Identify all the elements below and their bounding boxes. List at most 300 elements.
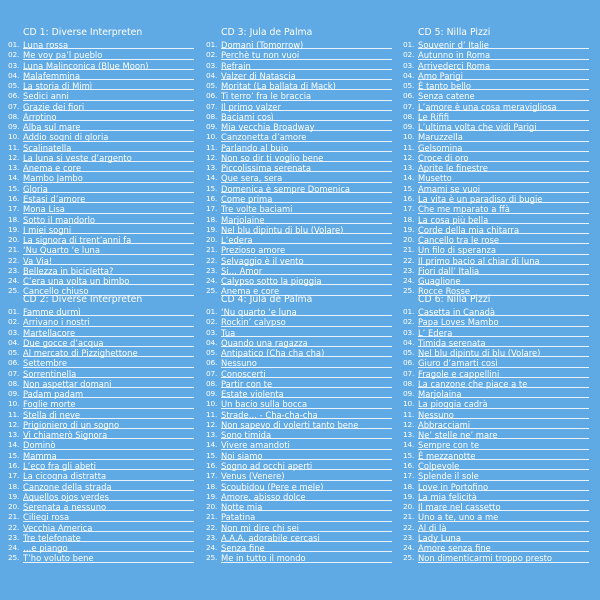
track-number: 06. <box>206 91 218 101</box>
track-number: 16. <box>8 193 20 203</box>
track-number: 01. <box>8 306 20 316</box>
track-title <box>418 512 593 522</box>
track-title-text: Ti terro’ fra le braccia <box>221 91 312 102</box>
track-number: 22. <box>403 255 415 265</box>
track-row <box>8 215 198 225</box>
track-number: 18. <box>403 481 415 491</box>
track-title-text: Che me mparato a ffà <box>418 204 510 215</box>
track-row <box>8 225 198 235</box>
track-row <box>206 389 396 399</box>
track-row <box>206 420 396 430</box>
track-row <box>403 461 593 471</box>
track-row <box>8 50 198 60</box>
track-title <box>418 328 593 338</box>
track-title <box>221 225 396 235</box>
track-number: 12. <box>403 419 415 429</box>
track-title-text: Corde della mia chitarra <box>418 224 520 235</box>
track-title-text: Croce di oro <box>418 152 469 163</box>
track-title <box>23 553 198 563</box>
track-title-text: Splende il sole <box>418 471 479 482</box>
track-row <box>8 173 198 183</box>
track-number: 06. <box>206 358 218 368</box>
track-title <box>418 122 593 132</box>
track-title <box>221 523 396 533</box>
track-title <box>221 153 396 163</box>
track-row <box>8 389 198 399</box>
track-title-text: Patatina <box>221 512 256 523</box>
track-title <box>23 307 198 317</box>
track-title <box>418 317 593 327</box>
track-row <box>8 153 198 163</box>
track-title <box>418 410 593 420</box>
track-row <box>206 399 396 409</box>
track-title-text: Foglie morte <box>23 399 76 410</box>
track-title-text: Non dimenticarmi troppo presto <box>418 553 552 564</box>
track-title <box>23 122 198 132</box>
track-title-text: Al di là <box>418 522 447 533</box>
cd-block <box>403 294 593 564</box>
track-row <box>403 276 593 286</box>
track-number: 13. <box>8 430 20 440</box>
track-row <box>8 256 198 266</box>
track-title <box>23 184 198 194</box>
track-number: 10. <box>206 132 218 142</box>
track-title-text: Le Rififi <box>418 111 450 122</box>
track-title-text: Nessuno <box>221 358 257 369</box>
track-number: 05. <box>206 81 218 91</box>
track-number: 10. <box>403 399 415 409</box>
track-title-text: Non mi dire chi sei <box>221 522 299 533</box>
track-title <box>221 276 396 286</box>
track-number: 01. <box>403 39 415 49</box>
track-number: 17. <box>206 471 218 481</box>
track-title-text: Amami se vuoi <box>418 183 481 194</box>
track-row <box>206 523 396 533</box>
track-title-text: Si… Amor <box>221 265 263 276</box>
track-row <box>8 245 198 255</box>
track-title-text: Anema e core <box>221 286 280 297</box>
track-number: 08. <box>206 111 218 121</box>
track-number: 11. <box>206 409 218 419</box>
track-title <box>23 50 198 60</box>
track-title-text: Sedici anni <box>23 91 69 102</box>
track-number: 22. <box>206 522 218 532</box>
track-title-text: Nel blu dipintu di blu (Volare) <box>221 224 344 235</box>
track-title-text: Vivere amandoti <box>221 440 290 451</box>
track-title <box>23 543 198 553</box>
track-title <box>23 502 198 512</box>
track-title <box>221 369 396 379</box>
track-title <box>418 543 593 553</box>
track-number: 09. <box>403 122 415 132</box>
track-title-text: L’ Edera <box>418 327 453 338</box>
track-row <box>8 71 198 81</box>
track-number: 25. <box>8 553 20 563</box>
track-row <box>8 317 198 327</box>
track-title <box>221 61 396 71</box>
track-number: 24. <box>403 276 415 286</box>
track-title <box>221 40 396 50</box>
track-row <box>403 399 593 409</box>
track-row <box>206 163 396 173</box>
track-number: 17. <box>206 204 218 214</box>
track-row <box>403 482 593 492</box>
track-title <box>23 163 198 173</box>
track-title-text: Addio sogni di gloria <box>23 132 109 143</box>
track-row <box>403 235 593 245</box>
track-title-text: Colpevole <box>418 460 460 471</box>
track-title-text: Love in Portofino <box>418 481 489 492</box>
track-row <box>403 143 593 153</box>
track-title <box>418 235 593 245</box>
track-number: 01. <box>206 39 218 49</box>
track-title-text: Marjolaine <box>221 214 265 225</box>
track-row <box>8 132 198 142</box>
track-row <box>8 112 198 122</box>
track-number: 19. <box>8 224 20 234</box>
track-number: 21. <box>403 245 415 255</box>
track-row <box>206 512 396 522</box>
track-row <box>206 307 396 317</box>
track-title-text: Va Via! <box>23 255 53 266</box>
track-number: 15. <box>403 183 415 193</box>
track-number: 21. <box>8 245 20 255</box>
track-title <box>418 143 593 153</box>
track-title-text: Rockin’ calypso <box>221 317 286 328</box>
track-title <box>418 194 593 204</box>
track-title <box>418 81 593 91</box>
track-number: 25. <box>403 553 415 563</box>
track-number: 03. <box>403 60 415 70</box>
track-title-text: Amo Parigi <box>418 70 463 81</box>
track-row <box>8 358 198 368</box>
track-title-text: Perchè tu non vuoi <box>221 50 300 61</box>
track-row <box>206 338 396 348</box>
track-row <box>8 235 198 245</box>
track-title <box>221 533 396 543</box>
track-row <box>206 533 396 543</box>
track-number: 18. <box>206 214 218 224</box>
track-title-text: Canzonetta d’amore <box>221 132 307 143</box>
track-title-text: Notte mia <box>221 502 263 513</box>
track-title-text: Musetto <box>418 173 452 184</box>
track-title-text: Ciliegi rosa <box>23 512 70 523</box>
track-number: 25. <box>206 286 218 296</box>
track-row <box>8 451 198 461</box>
track-number: 09. <box>206 389 218 399</box>
track-title-text: Non aspettar domani <box>23 378 112 389</box>
track-number: 05. <box>403 81 415 91</box>
track-title <box>23 369 198 379</box>
track-title-text: Timida serenata <box>418 337 486 348</box>
track-number: 03. <box>206 60 218 70</box>
track-title <box>221 204 396 214</box>
track-row <box>206 276 396 286</box>
track-title <box>23 215 198 225</box>
track-title <box>23 276 198 286</box>
track-number: 09. <box>403 389 415 399</box>
track-row <box>206 225 396 235</box>
track-number: 08. <box>403 378 415 388</box>
track-row <box>206 235 396 245</box>
track-title-text: Famme durmì <box>23 306 81 317</box>
track-row <box>403 61 593 71</box>
track-number: 05. <box>8 81 20 91</box>
track-title <box>418 440 593 450</box>
track-title <box>418 102 593 112</box>
track-title-text: Fragole e cappellini <box>418 368 500 379</box>
track-title <box>418 61 593 71</box>
track-number: 19. <box>403 224 415 234</box>
track-row <box>8 328 198 338</box>
track-number: 13. <box>403 163 415 173</box>
track-title-text: Nessuno <box>418 409 454 420</box>
track-row <box>403 338 593 348</box>
track-title-text: Parlando al buio <box>221 142 289 153</box>
track-title-text: Canzone della strada <box>23 481 112 492</box>
track-title <box>23 143 198 153</box>
track-title <box>23 440 198 450</box>
track-title <box>418 307 593 317</box>
track-number: 16. <box>206 460 218 470</box>
track-row <box>8 338 198 348</box>
track-row <box>403 256 593 266</box>
track-title-text: Settembre <box>23 358 68 369</box>
track-title <box>418 348 593 358</box>
track-title <box>23 482 198 492</box>
track-title <box>23 102 198 112</box>
track-number: 10. <box>8 399 20 409</box>
track-title-text: Scalinatella <box>23 142 72 153</box>
track-row <box>206 266 396 276</box>
track-title <box>221 389 396 399</box>
track-title <box>221 348 396 358</box>
track-number: 24. <box>8 276 20 286</box>
track-row <box>8 482 198 492</box>
track-title <box>221 194 396 204</box>
track-number: 17. <box>403 471 415 481</box>
track-number: 07. <box>206 101 218 111</box>
track-title-text: Non sapevo di volerti tanto bene <box>221 419 359 430</box>
track-row <box>8 512 198 522</box>
track-number: 01. <box>403 306 415 316</box>
track-row <box>8 553 198 563</box>
track-row <box>206 153 396 163</box>
track-number: 11. <box>8 142 20 152</box>
track-title-text: Cancello tra le rose <box>418 235 500 246</box>
track-title <box>418 163 593 173</box>
track-number: 15. <box>8 183 20 193</box>
track-title <box>23 461 198 471</box>
track-row <box>206 553 396 563</box>
track-title-text: Casetta in Canadà <box>418 306 496 317</box>
track-title-text: Vecchia America <box>23 522 93 533</box>
track-row <box>403 369 593 379</box>
track-row <box>403 225 593 235</box>
track-title <box>221 71 396 81</box>
track-row <box>403 266 593 276</box>
track-title-text: Aprite le finestre <box>418 163 488 174</box>
track-title <box>418 184 593 194</box>
track-title-text: Alba sul mare <box>23 122 81 133</box>
track-number: 14. <box>206 440 218 450</box>
track-list <box>8 40 198 297</box>
track-number: 18. <box>8 214 20 224</box>
track-title-text: Refrain <box>221 60 251 71</box>
track-row <box>206 317 396 327</box>
track-number: 15. <box>206 450 218 460</box>
track-row <box>403 71 593 81</box>
track-number: 07. <box>206 368 218 378</box>
track-title-text: Vi chiamerò Signora <box>23 430 108 441</box>
track-title <box>221 338 396 348</box>
track-row <box>403 317 593 327</box>
track-list <box>206 307 396 564</box>
track-row <box>403 40 593 50</box>
track-title-text: Un bacio sulla bocca <box>221 399 308 410</box>
track-title <box>23 420 198 430</box>
track-title <box>221 440 396 450</box>
track-number: 14. <box>403 173 415 183</box>
track-title <box>418 461 593 471</box>
track-title-text: Sempre con te <box>418 440 480 451</box>
track-title <box>221 543 396 553</box>
track-row <box>403 410 593 420</box>
track-number: 08. <box>206 378 218 388</box>
track-row <box>8 502 198 512</box>
track-title-text: Autunno in Roma <box>418 50 491 61</box>
track-row <box>403 379 593 389</box>
track-title-text: Prigioniero di un sogno <box>23 419 120 430</box>
track-title-text: Maruzzella <box>418 132 463 143</box>
track-row <box>8 184 198 194</box>
track-row <box>206 430 396 440</box>
cd-title: CD 5: Nilla Pizzi <box>418 27 491 38</box>
track-row <box>206 40 396 50</box>
track-row <box>206 71 396 81</box>
track-row <box>403 184 593 194</box>
track-title <box>418 430 593 440</box>
track-row <box>8 369 198 379</box>
track-row <box>403 502 593 512</box>
track-number: 02. <box>403 50 415 60</box>
track-row <box>8 40 198 50</box>
track-title-text: La luna si veste d’argento <box>23 152 132 163</box>
track-row <box>206 379 396 389</box>
track-number: 06. <box>8 358 20 368</box>
track-number: 19. <box>206 224 218 234</box>
track-number: 02. <box>8 317 20 327</box>
track-title-text: A.A.A. adorabile cercasi <box>221 532 320 543</box>
track-number: 15. <box>403 450 415 460</box>
track-title-text: La cicogna distratta <box>23 471 107 482</box>
track-title-text: Martellacore <box>23 327 76 338</box>
track-title-text: Anema e core <box>23 163 82 174</box>
track-title-text: Me in tutto il mondo <box>221 553 306 564</box>
track-title-text: Domenica è sempre Domenica <box>221 183 351 194</box>
track-title-text: Souvenir d’ Italie <box>418 39 489 50</box>
track-title-text: Cancello chiuso <box>23 286 89 297</box>
track-row <box>8 440 198 450</box>
track-row <box>206 369 396 379</box>
track-title <box>221 81 396 91</box>
track-row <box>403 91 593 101</box>
track-number: 21. <box>8 512 20 522</box>
track-title <box>23 410 198 420</box>
track-title-text: L’amore è una cosa meravigliosa <box>418 101 557 112</box>
track-title <box>23 338 198 348</box>
track-title <box>418 132 593 142</box>
track-title-text: Selvaggio è il vento <box>221 255 304 266</box>
track-number: 19. <box>403 491 415 501</box>
track-title <box>23 235 198 245</box>
track-title <box>23 71 198 81</box>
track-title <box>221 553 396 563</box>
track-number: 23. <box>403 532 415 542</box>
track-number: 23. <box>8 265 20 275</box>
track-title <box>221 502 396 512</box>
track-title <box>23 512 198 522</box>
cd-title: CD 3: Jula de Palma <box>221 27 313 38</box>
track-number: 22. <box>403 522 415 532</box>
track-number: 04. <box>403 70 415 80</box>
track-number: 22. <box>8 522 20 532</box>
track-title-text: Senza fine <box>221 543 265 554</box>
track-title-text: Venus (Venere) <box>221 471 285 482</box>
track-title <box>23 153 198 163</box>
track-title-text: Aquellos ojos verdes <box>23 491 109 502</box>
track-number: 13. <box>8 163 20 173</box>
track-number: 16. <box>403 460 415 470</box>
track-row <box>403 163 593 173</box>
track-title <box>418 204 593 214</box>
track-row <box>206 410 396 420</box>
track-row <box>8 194 198 204</box>
track-list <box>403 307 593 564</box>
track-title <box>23 523 198 533</box>
track-number: 03. <box>8 327 20 337</box>
track-title-text: Quando una ragazza <box>221 337 308 348</box>
track-title-text: Luna rossa <box>23 39 69 50</box>
track-title <box>221 317 396 327</box>
track-title-text: Me voy pa’l pueblo <box>23 50 103 61</box>
track-row <box>8 471 198 481</box>
track-title-text: I miei sogni <box>23 224 72 235</box>
track-row <box>403 358 593 368</box>
track-title-text: Marjolaina <box>418 389 462 400</box>
track-title <box>221 143 396 153</box>
track-title-text: Arrivederci Roma <box>418 60 491 71</box>
track-number: 01. <box>206 306 218 316</box>
track-number: 07. <box>8 101 20 111</box>
track-number: 20. <box>8 502 20 512</box>
track-title-text: Domani (Tomorrow) <box>221 39 304 50</box>
track-title-text: La canzone che piace a te <box>418 378 528 389</box>
track-title <box>418 338 593 348</box>
track-title <box>23 389 198 399</box>
track-title-text: Fiori dall’ Italia <box>418 265 480 276</box>
track-title <box>23 61 198 71</box>
track-title-text: C’era una volta un bimbo <box>23 276 130 287</box>
track-title <box>418 369 593 379</box>
track-title <box>221 307 396 317</box>
track-title <box>221 50 396 60</box>
track-row <box>206 81 396 91</box>
track-title <box>418 112 593 122</box>
track-number: 12. <box>206 419 218 429</box>
track-row <box>403 173 593 183</box>
track-title-text: Amore, abisso dolce <box>221 491 306 502</box>
